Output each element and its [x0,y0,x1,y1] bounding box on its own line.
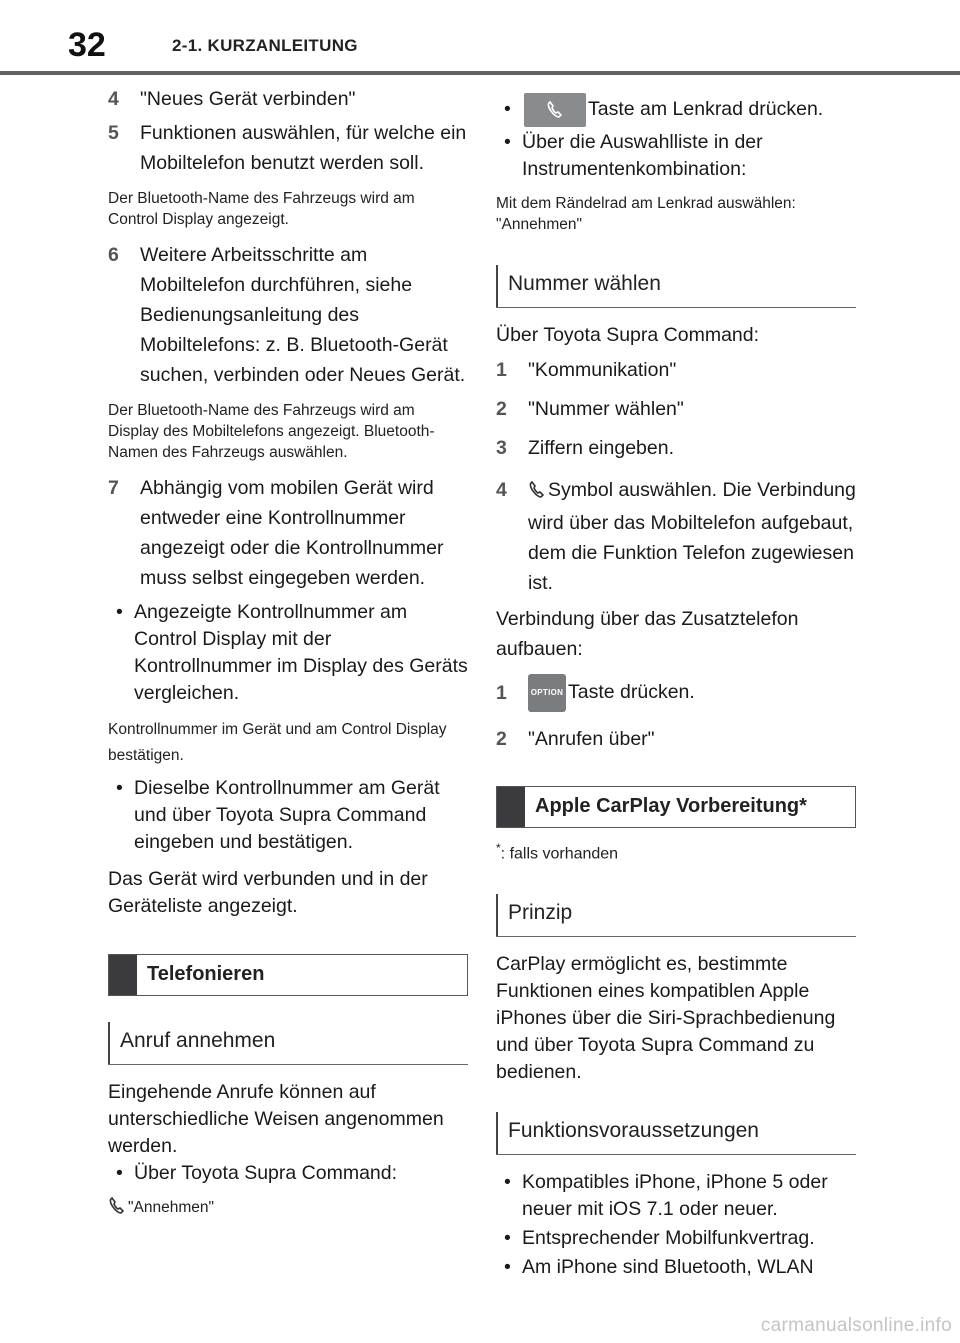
header-divider [0,71,960,75]
subsection-label: Funktionsvoraussetzungen [508,1119,759,1143]
bullet-item [496,92,856,127]
step-text: "Neues Gerät verbinden" [140,88,356,110]
step-number: 6 [108,244,119,266]
step-text: Ziffern eingeben. [528,436,674,459]
page-number: 32 [68,26,106,64]
bullet-item: • Angezeigte Kontrollnummer am Control Display mit der Kontrollnummer im Display des Geräts vergleichen. [108,599,468,707]
step-text-container [528,674,856,712]
section-bar [109,955,137,995]
note-raendelrad: Mit dem Rändelrad am Lenkrad auswählen: "Annehmen" [496,194,796,233]
step-3 [496,433,856,463]
step-text: "Kommunikation" [528,358,677,381]
footnote [496,838,856,864]
step-number: 4 [108,88,119,110]
paragraph-connected: Das Gerät wird verbunden und in der Geräteliste angezeigt. [108,868,428,917]
subsection-prinzip [496,894,856,937]
subsection-label: Anruf annehmen [120,1029,276,1052]
step-7 [108,473,468,593]
requirements-list [496,1169,856,1281]
step-1 [496,355,856,385]
bullet-item: • Über die Auswahlliste in der Instrumentenkombination: [496,129,856,183]
note-bluetooth-mobile: Der Bluetooth-Name des Fahrzeugs wird am Display des Mobiltelefons angezeigt. Bluetooth-Namen des Fahrzeugs auswählen. [108,402,435,461]
step-number: 2 [496,397,507,420]
section-title: 2-1. KURZANLEITUNG [172,36,358,55]
subsection-label: Prinzip [508,901,573,925]
bullet-list [108,775,468,856]
note-bluetooth-control: Der Bluetooth-Name des Fahrzeugs wird am Control Display angezeigt. [108,190,415,228]
subsection-anruf-annehmen [108,1022,468,1065]
subsection-label: Nummer wählen [508,271,661,295]
left-column [108,80,468,1221]
step-text: "Anrufen über" [528,727,655,750]
section-label: Telefonieren [147,963,265,985]
step-text: Taste drücken. [568,681,695,703]
phone-handset-icon [108,1197,126,1221]
annehmen-line [108,1197,468,1221]
phone-handset-icon [528,478,546,508]
step-b2 [496,724,856,754]
note-confirm: Kontrollnummer im Gerät und am Control Display bestätigen. [108,721,447,764]
requirement-item: • Am iPhone sind Bluetooth, WLAN [496,1254,856,1281]
step-number: 2 [496,727,507,750]
subsection-funktionsvoraussetzungen [496,1112,856,1155]
section-header-telefonieren [108,954,468,996]
footnote-mark: * [496,840,501,855]
section-label: Apple CarPlay Vorbereitung* [535,794,807,817]
paragraph-command: Über Toyota Supra Command: [496,323,760,346]
annehmen-text: "Annehmen" [128,1199,214,1216]
step-text: Symbol auswählen. Die Verbindung wird über das Mobiltelefon aufgebaut, dem die Funktion Telefon zugewiesen ist. [528,478,856,594]
paragraph-carplay: CarPlay ermöglicht es, bestimmte Funktionen eines kompatiblen Apple iPhones über die Siri-Sprachbedienung und über Toyota Supra Command zu bedienen. [496,953,836,1084]
step-number: 4 [496,478,507,501]
step-text: Funktionen auswählen, für welche ein Mobiltelefon benutzt werden soll. [140,122,467,174]
step-text-container [528,475,856,598]
bullet-list [108,1160,468,1187]
requirement-item: • Entsprechender Mobilfunkvertrag. [496,1225,856,1252]
step-4 [108,84,468,114]
right-column [496,80,856,1283]
step-text: Abhängig vom mobilen Gerät wird entweder eine Kontrollnummer angezeigt oder die Kontrollnummer muss selbst eingegeben werden. [140,477,444,589]
step-text: "Nummer wählen" [528,397,684,420]
bullet-item: • Dieselbe Kontrollnummer am Gerät und über Toyota Supra Command eingeben und bestätigen. [108,775,468,856]
paragraph-incoming: Eingehende Anrufe können auf unterschiedliche Weisen angenommen werden. [108,1081,444,1157]
steering-phone-key-icon [524,93,586,127]
page-header [0,0,960,76]
step-6 [108,240,468,390]
watermark[interactable]: carmanualsonline.info [760,1315,952,1336]
step-b1 [496,674,856,712]
subsection-nummer-waehlen [496,265,856,308]
requirement-item: • Kompatibles iPhone, iPhone 5 oder neuer mit iOS 7.1 oder neuer. [496,1169,856,1223]
step-number: 1 [496,681,507,704]
paragraph-zusatztelefon: Verbindung über das Zusatztelefon aufbauen: [496,607,799,660]
section-bar [497,787,525,827]
bullet-list [108,599,468,707]
option-key-icon: OPTION [528,674,566,712]
step-number: 7 [108,477,119,499]
section-header-carplay [496,786,856,828]
step-5 [108,118,468,178]
bullet-item: • Über Toyota Supra Command: [108,1160,468,1187]
step-text: Weitere Arbeitsschritte am Mobiltelefon durchführen, siehe Bedienungsanleitung des Mobiltelefons: z. B. Bluetooth-Gerät suchen, verbinden oder Neues Gerät. [140,244,466,386]
bullet-list [496,92,856,183]
bullet-taste-text: Taste am Lenkrad drücken. [588,98,824,120]
step-number: 1 [496,358,507,381]
step-number: 3 [496,436,507,459]
step-4 [496,475,856,598]
footnote-text: : falls vorhanden [500,845,619,863]
step-number: 5 [108,122,119,144]
step-2 [496,394,856,424]
